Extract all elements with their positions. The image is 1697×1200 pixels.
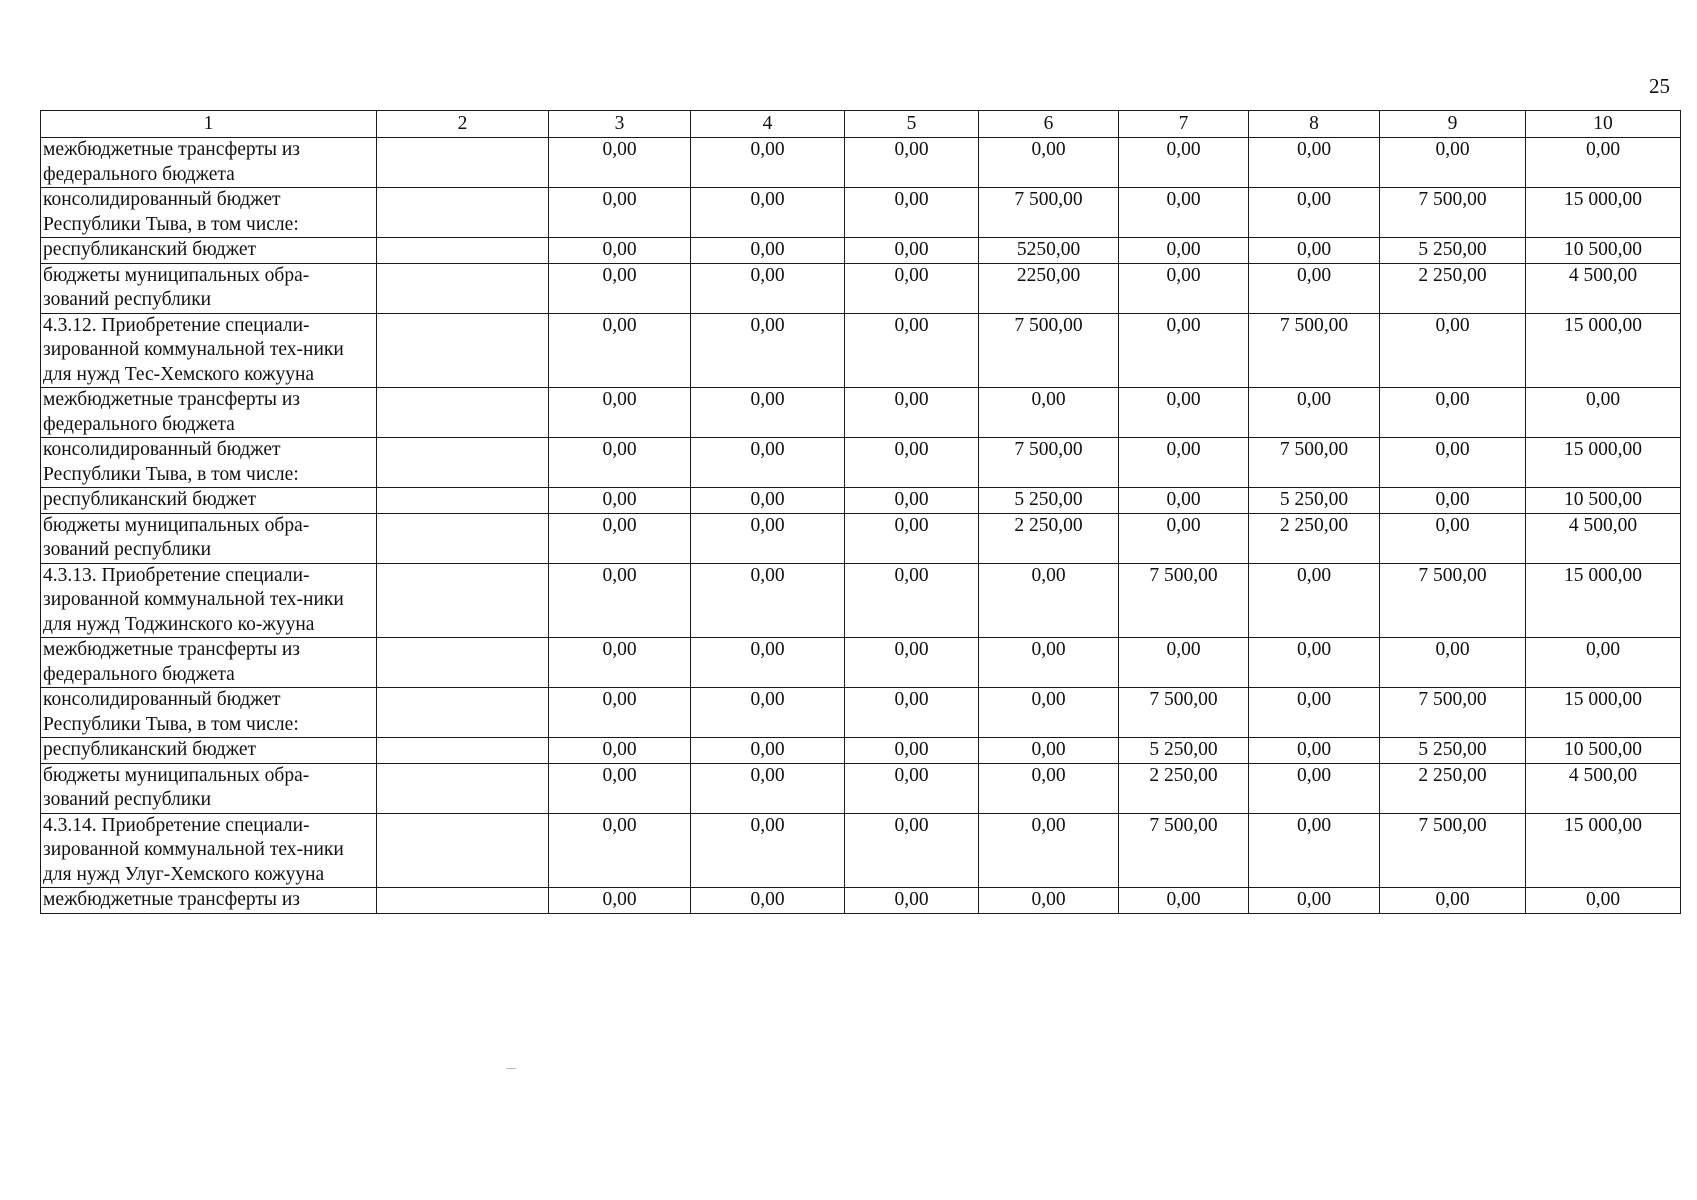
cell-col-3: 0,00 <box>549 513 691 563</box>
cell-col-4: 0,00 <box>691 188 845 238</box>
cell-col-4: 0,00 <box>691 488 845 514</box>
table-row <box>41 763 1681 813</box>
table-row <box>41 688 1681 738</box>
cell-col-9: 7 500,00 <box>1380 688 1526 738</box>
cell-col-5: 0,00 <box>845 513 979 563</box>
cell-col-8: 7 500,00 <box>1249 438 1380 488</box>
row-label: межбюджетные трансферты из федерального бюджета <box>41 138 377 188</box>
cell-col-9: 0,00 <box>1380 438 1526 488</box>
cell-col-10: 0,00 <box>1526 138 1681 188</box>
cell-col-8: 0,00 <box>1249 238 1380 264</box>
cell-col-10: 4 500,00 <box>1526 513 1681 563</box>
cell-col-4: 0,00 <box>691 263 845 313</box>
row-label: бюджеты муниципальных обра-зований республики <box>41 763 377 813</box>
cell-col-8: 0,00 <box>1249 138 1380 188</box>
cell-col-10: 10 500,00 <box>1526 238 1681 264</box>
cell-col-7: 0,00 <box>1119 638 1249 688</box>
row-label: 4.3.12. Приобретение специали-зированной коммунальной тех-ники для нужд Тес-Хемского кожууна <box>41 313 377 388</box>
column-header-7: 7 <box>1119 111 1249 138</box>
cell-col-8: 0,00 <box>1249 563 1380 638</box>
cell-col-5: 0,00 <box>845 313 979 388</box>
cell-col-7: 2 250,00 <box>1119 763 1249 813</box>
cell-col-4: 0,00 <box>691 813 845 888</box>
row-label: межбюджетные трансферты из федерального бюджета <box>41 638 377 688</box>
cell-col-7: 0,00 <box>1119 488 1249 514</box>
cell-col-3: 0,00 <box>549 138 691 188</box>
cell-col-10: 0,00 <box>1526 638 1681 688</box>
budget-table <box>40 110 1681 914</box>
cell-col-5: 0,00 <box>845 388 979 438</box>
cell-col-9: 2 250,00 <box>1380 263 1526 313</box>
cell-col-10: 10 500,00 <box>1526 738 1681 764</box>
cell-col-7: 0,00 <box>1119 313 1249 388</box>
cell-col-8: 0,00 <box>1249 738 1380 764</box>
cell-col-6: 0,00 <box>979 813 1119 888</box>
cell-col-6: 2 250,00 <box>979 513 1119 563</box>
row-label: межбюджетные трансферты из федерального бюджета <box>41 388 377 438</box>
cell-col-3: 0,00 <box>549 188 691 238</box>
cell-col-7: 0,00 <box>1119 888 1249 914</box>
cell-col-7: 5 250,00 <box>1119 738 1249 764</box>
row-col2 <box>377 738 549 764</box>
cell-col-6: 0,00 <box>979 738 1119 764</box>
cell-col-4: 0,00 <box>691 763 845 813</box>
cell-col-10: 15 000,00 <box>1526 563 1681 638</box>
cell-col-8: 7 500,00 <box>1249 313 1380 388</box>
table-row <box>41 513 1681 563</box>
cell-col-5: 0,00 <box>845 438 979 488</box>
cell-col-4: 0,00 <box>691 313 845 388</box>
cell-col-3: 0,00 <box>549 763 691 813</box>
row-col2 <box>377 513 549 563</box>
table-row <box>41 563 1681 638</box>
cell-col-10: 4 500,00 <box>1526 263 1681 313</box>
cell-col-9: 2 250,00 <box>1380 763 1526 813</box>
row-col2 <box>377 263 549 313</box>
row-col2 <box>377 488 549 514</box>
row-col2 <box>377 438 549 488</box>
table-row <box>41 438 1681 488</box>
cell-col-3: 0,00 <box>549 888 691 914</box>
cell-col-10: 15 000,00 <box>1526 688 1681 738</box>
cell-col-7: 0,00 <box>1119 188 1249 238</box>
row-col2 <box>377 238 549 264</box>
row-col2 <box>377 888 549 914</box>
cell-col-8: 0,00 <box>1249 263 1380 313</box>
cell-col-6: 0,00 <box>979 563 1119 638</box>
row-label: республиканский бюджет <box>41 488 377 514</box>
cell-col-7: 0,00 <box>1119 388 1249 438</box>
row-label: республиканский бюджет <box>41 238 377 264</box>
cell-col-6: 0,00 <box>979 763 1119 813</box>
column-header-5: 5 <box>845 111 979 138</box>
column-header-8: 8 <box>1249 111 1380 138</box>
cell-col-7: 7 500,00 <box>1119 688 1249 738</box>
cell-col-4: 0,00 <box>691 563 845 638</box>
row-label: республиканский бюджет <box>41 738 377 764</box>
cell-col-10: 15 000,00 <box>1526 438 1681 488</box>
row-label: 4.3.13. Приобретение специали-зированной коммунальной тех-ники для нужд Тоджинского ко-жууна <box>41 563 377 638</box>
cell-col-3: 0,00 <box>549 638 691 688</box>
cell-col-4: 0,00 <box>691 888 845 914</box>
column-header-4: 4 <box>691 111 845 138</box>
cell-col-8: 0,00 <box>1249 888 1380 914</box>
cell-col-5: 0,00 <box>845 763 979 813</box>
cell-col-3: 0,00 <box>549 388 691 438</box>
cell-col-5: 0,00 <box>845 563 979 638</box>
column-header-9: 9 <box>1380 111 1526 138</box>
scan-mark <box>506 1068 516 1069</box>
cell-col-8: 5 250,00 <box>1249 488 1380 514</box>
cell-col-9: 5 250,00 <box>1380 738 1526 764</box>
table-row <box>41 488 1681 514</box>
row-col2 <box>377 688 549 738</box>
cell-col-3: 0,00 <box>549 813 691 888</box>
table-row <box>41 263 1681 313</box>
cell-col-4: 0,00 <box>691 738 845 764</box>
table-row <box>41 188 1681 238</box>
cell-col-3: 0,00 <box>549 688 691 738</box>
cell-col-6: 7 500,00 <box>979 188 1119 238</box>
cell-col-7: 7 500,00 <box>1119 563 1249 638</box>
row-label: 4.3.14. Приобретение специали-зированной коммунальной тех-ники для нужд Улуг-Хемского кожууна <box>41 813 377 888</box>
cell-col-3: 0,00 <box>549 738 691 764</box>
cell-col-6: 0,00 <box>979 888 1119 914</box>
cell-col-5: 0,00 <box>845 738 979 764</box>
cell-col-3: 0,00 <box>549 563 691 638</box>
cell-col-4: 0,00 <box>691 388 845 438</box>
column-header-10: 10 <box>1526 111 1681 138</box>
column-header-6: 6 <box>979 111 1119 138</box>
cell-col-3: 0,00 <box>549 488 691 514</box>
table-row <box>41 738 1681 764</box>
table-body <box>41 138 1681 914</box>
cell-col-3: 0,00 <box>549 263 691 313</box>
cell-col-9: 7 500,00 <box>1380 188 1526 238</box>
row-label: консолидированный бюджет Республики Тыва, в том числе: <box>41 188 377 238</box>
row-col2 <box>377 638 549 688</box>
cell-col-9: 0,00 <box>1380 488 1526 514</box>
cell-col-10: 0,00 <box>1526 888 1681 914</box>
cell-col-3: 0,00 <box>549 438 691 488</box>
cell-col-8: 0,00 <box>1249 188 1380 238</box>
cell-col-10: 0,00 <box>1526 388 1681 438</box>
cell-col-10: 15 000,00 <box>1526 188 1681 238</box>
column-header-1: 1 <box>41 111 377 138</box>
page-number: 25 <box>1649 74 1670 98</box>
cell-col-6: 5 250,00 <box>979 488 1119 514</box>
cell-col-5: 0,00 <box>845 238 979 264</box>
row-label: бюджеты муниципальных обра-зований республики <box>41 263 377 313</box>
table-row <box>41 388 1681 438</box>
row-col2 <box>377 813 549 888</box>
cell-col-3: 0,00 <box>549 238 691 264</box>
cell-col-7: 0,00 <box>1119 263 1249 313</box>
cell-col-4: 0,00 <box>691 688 845 738</box>
cell-col-5: 0,00 <box>845 488 979 514</box>
cell-col-6: 0,00 <box>979 688 1119 738</box>
cell-col-9: 7 500,00 <box>1380 563 1526 638</box>
cell-col-4: 0,00 <box>691 238 845 264</box>
cell-col-8: 0,00 <box>1249 763 1380 813</box>
table-row <box>41 888 1681 914</box>
cell-col-6: 7 500,00 <box>979 438 1119 488</box>
cell-col-4: 0,00 <box>691 438 845 488</box>
cell-col-7: 0,00 <box>1119 513 1249 563</box>
row-col2 <box>377 563 549 638</box>
cell-col-6: 7 500,00 <box>979 313 1119 388</box>
row-col2 <box>377 388 549 438</box>
cell-col-10: 4 500,00 <box>1526 763 1681 813</box>
table-row <box>41 138 1681 188</box>
cell-col-6: 5250,00 <box>979 238 1119 264</box>
cell-col-6: 2250,00 <box>979 263 1119 313</box>
cell-col-9: 0,00 <box>1380 388 1526 438</box>
cell-col-5: 0,00 <box>845 688 979 738</box>
cell-col-6: 0,00 <box>979 388 1119 438</box>
cell-col-10: 15 000,00 <box>1526 313 1681 388</box>
column-header-2: 2 <box>377 111 549 138</box>
row-col2 <box>377 763 549 813</box>
cell-col-9: 0,00 <box>1380 313 1526 388</box>
cell-col-10: 10 500,00 <box>1526 488 1681 514</box>
header-row <box>41 111 1681 138</box>
cell-col-8: 0,00 <box>1249 813 1380 888</box>
table-header <box>41 111 1681 138</box>
table-row <box>41 813 1681 888</box>
cell-col-7: 7 500,00 <box>1119 813 1249 888</box>
cell-col-6: 0,00 <box>979 138 1119 188</box>
cell-col-9: 5 250,00 <box>1380 238 1526 264</box>
column-header-3: 3 <box>549 111 691 138</box>
cell-col-6: 0,00 <box>979 638 1119 688</box>
cell-col-5: 0,00 <box>845 813 979 888</box>
cell-col-7: 0,00 <box>1119 138 1249 188</box>
cell-col-4: 0,00 <box>691 638 845 688</box>
cell-col-9: 0,00 <box>1380 513 1526 563</box>
cell-col-10: 15 000,00 <box>1526 813 1681 888</box>
row-col2 <box>377 188 549 238</box>
cell-col-9: 0,00 <box>1380 138 1526 188</box>
cell-col-7: 0,00 <box>1119 438 1249 488</box>
cell-col-5: 0,00 <box>845 188 979 238</box>
table-row <box>41 313 1681 388</box>
cell-col-9: 7 500,00 <box>1380 813 1526 888</box>
cell-col-4: 0,00 <box>691 513 845 563</box>
row-col2 <box>377 313 549 388</box>
cell-col-9: 0,00 <box>1380 888 1526 914</box>
row-label: межбюджетные трансферты из <box>41 888 377 914</box>
cell-col-5: 0,00 <box>845 638 979 688</box>
cell-col-8: 0,00 <box>1249 388 1380 438</box>
cell-col-7: 0,00 <box>1119 238 1249 264</box>
cell-col-5: 0,00 <box>845 888 979 914</box>
row-label: консолидированный бюджет Республики Тыва, в том числе: <box>41 688 377 738</box>
cell-col-8: 2 250,00 <box>1249 513 1380 563</box>
table-row <box>41 638 1681 688</box>
cell-col-5: 0,00 <box>845 138 979 188</box>
row-label: бюджеты муниципальных обра-зований республики <box>41 513 377 563</box>
row-label: консолидированный бюджет Республики Тыва, в том числе: <box>41 438 377 488</box>
cell-col-3: 0,00 <box>549 313 691 388</box>
table-row <box>41 238 1681 264</box>
cell-col-4: 0,00 <box>691 138 845 188</box>
cell-col-9: 0,00 <box>1380 638 1526 688</box>
row-col2 <box>377 138 549 188</box>
cell-col-5: 0,00 <box>845 263 979 313</box>
cell-col-8: 0,00 <box>1249 638 1380 688</box>
cell-col-8: 0,00 <box>1249 688 1380 738</box>
